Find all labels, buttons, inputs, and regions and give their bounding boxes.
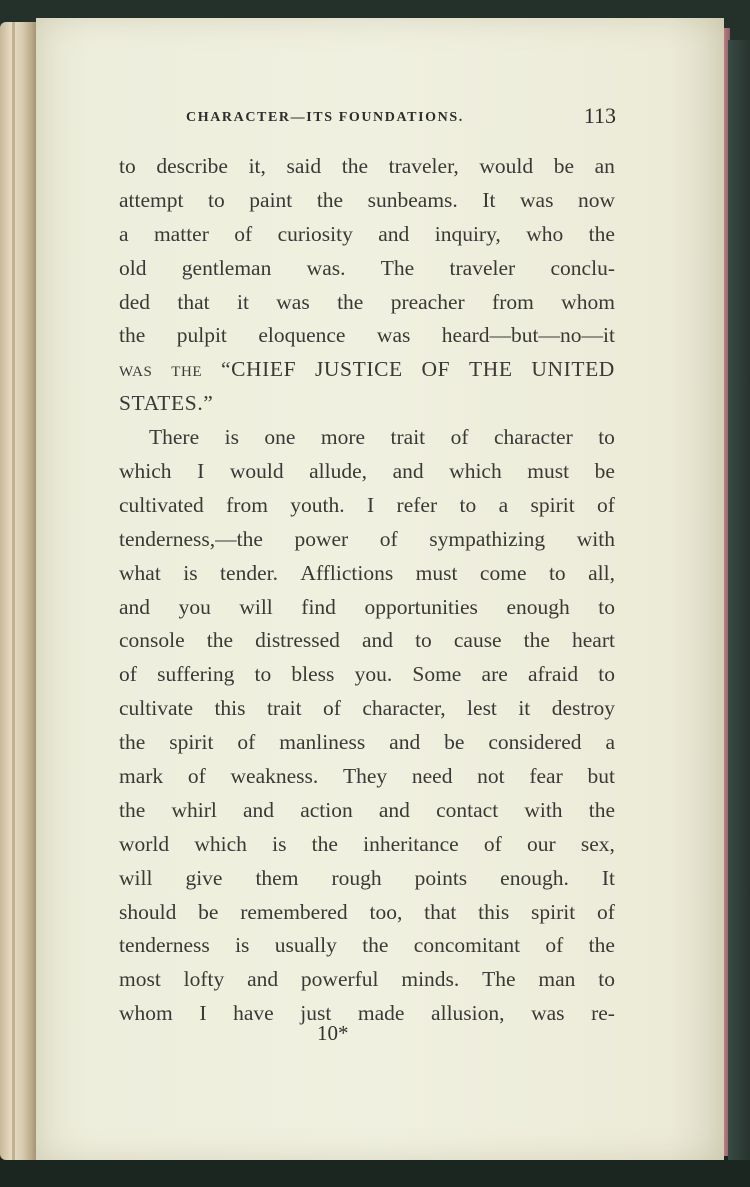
text-line: tenderness is usually the concomitant of the [119, 933, 615, 958]
text-line: which I would allude, and which must be [119, 459, 615, 484]
text-line: mark of weakness. They need not fear but [119, 764, 615, 789]
text-line: a matter of curiosity and inquiry, who the [119, 221, 615, 246]
text-line: tenderness,—the power of sympathizing with [119, 526, 615, 551]
text-line: will give them rough points enough. It [119, 865, 615, 890]
book-cover-edge [728, 40, 750, 1160]
text-line: the spirit of manliness and be considered a [119, 730, 615, 755]
text-line: world which is the inheritance of our sex, [119, 831, 615, 856]
text-line: the pulpit eloquence was heard—but—no—it [119, 323, 615, 348]
paragraph-start-line: There is one more trait of character to [149, 425, 615, 450]
text-line: of suffering to bless you. Some are afraid to [119, 662, 615, 687]
text-line: to describe it, said the traveler, would be an [119, 154, 615, 178]
text-line: and you will find opportunities enough to [119, 594, 615, 619]
signature-mark: 10* [317, 1021, 349, 1045]
text-line: whom I have just made allusion, was re- [119, 1001, 615, 1026]
text-line: STATES.” [119, 391, 214, 416]
running-head: CHARACTER—ITS FOUNDATIONS. [186, 110, 464, 125]
text-line: what is tender. Afflictions must come to all, [119, 560, 615, 585]
left-page-edges [0, 22, 40, 1160]
text-line: should be remembered too, that this spirit of [119, 899, 615, 924]
text-line: attempt to paint the sunbeams. It was now [119, 187, 615, 212]
text-line: was the “CHIEF JUSTICE OF THE UNITED [119, 357, 615, 382]
text-line: the whirl and action and contact with the [119, 797, 615, 822]
page-number: 113 [583, 103, 616, 128]
text-line: cultivated from youth. I refer to a spirit of [119, 492, 615, 517]
text-line: ded that it was the preacher from whom [119, 289, 615, 314]
text-line: cultivate this trait of character, lest it destroy [119, 696, 615, 721]
text-line: console the distressed and to cause the heart [119, 628, 615, 653]
text-line: most lofty and powerful minds. The man to [119, 967, 615, 992]
text-line: old gentleman was. The traveler conclu- [119, 255, 615, 280]
body-text [119, 150, 615, 1031]
page-header [186, 103, 616, 133]
